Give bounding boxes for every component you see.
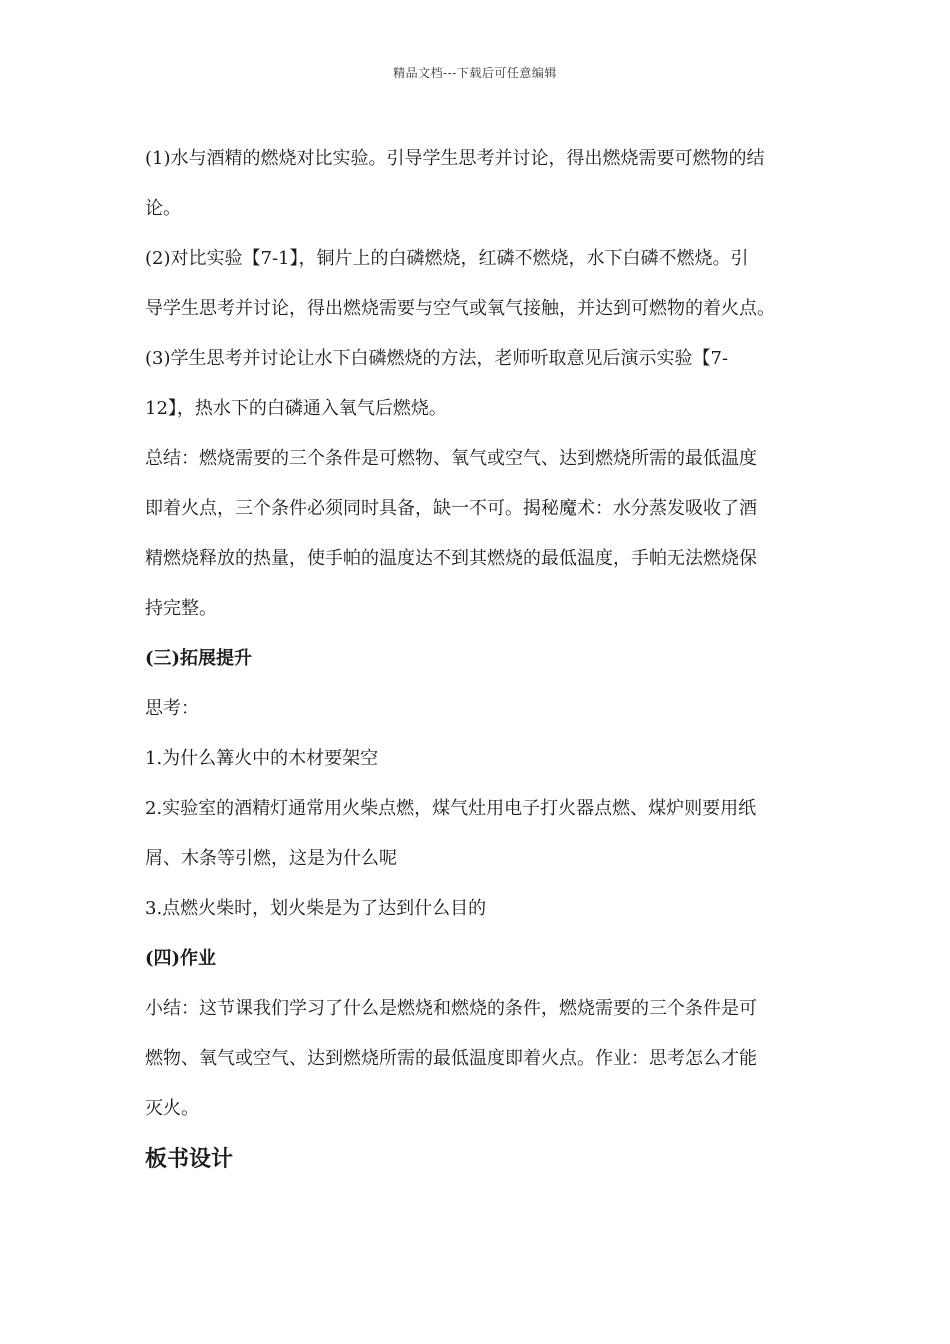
paragraph-line: (2)对比实验【7-1】，铜片上的白磷燃烧，红磷不燃烧，水下白磷不燃烧。引 xyxy=(145,248,749,269)
summary-line: 持完整。 xyxy=(145,598,217,619)
subsection-title-extension: (三)拓展提升 xyxy=(145,648,253,669)
question-item: 3.点燃火柴时，划火柴是为了达到什么目的 xyxy=(145,898,487,919)
paragraph-line: 导学生思考并讨论，得出燃烧需要与空气或氧气接触，并达到可燃物的着火点。 xyxy=(145,298,775,319)
document-body xyxy=(145,134,810,1184)
subsection-title-homework: (四)作业 xyxy=(145,948,217,969)
question-item: 屑、木条等引燃，这是为什么呢 xyxy=(145,848,397,869)
paragraph-line: 论。 xyxy=(145,198,181,219)
summary-line: 精燃烧释放的热量，使手帕的温度达不到其燃烧的最低温度，手帕无法燃烧保 xyxy=(145,548,757,569)
paragraph-line: (3)学生思考并讨论让水下白磷燃烧的方法，老师听取意见后演示实验【7- xyxy=(145,348,729,369)
conclusion-line: 燃物、氧气或空气、达到燃烧所需的最低温度即着火点。作业：思考怎么才能 xyxy=(145,1048,757,1069)
paragraph-line: 12】，热水下的白磷通入氧气后燃烧。 xyxy=(145,398,447,419)
question-item: 2.实验室的酒精灯通常用火柴点燃，煤气灶用电子打火器点燃、煤炉则要用纸 xyxy=(145,798,757,819)
think-label: 思考： xyxy=(145,698,199,719)
page-header: 精品文档---下载后可任意编辑 xyxy=(393,66,557,80)
section-heading-board-design: 板书设计 xyxy=(145,1146,234,1172)
conclusion-line: 小结：这节课我们学习了什么是燃烧和燃烧的条件，燃烧需要的三个条件是可 xyxy=(145,998,757,1019)
question-item: 1.为什么篝火中的木材要架空 xyxy=(145,748,379,769)
paragraph-line: (1)水与酒精的燃烧对比实验。引导学生思考并讨论，得出燃烧需要可燃物的结 xyxy=(145,148,765,169)
summary-line: 即着火点，三个条件必须同时具备，缺一不可。揭秘魔术：水分蒸发吸收了酒 xyxy=(145,498,757,519)
conclusion-line: 灭火。 xyxy=(145,1098,199,1119)
summary-line: 总结：燃烧需要的三个条件是可燃物、氧气或空气、达到燃烧所需的最低温度 xyxy=(145,448,757,469)
